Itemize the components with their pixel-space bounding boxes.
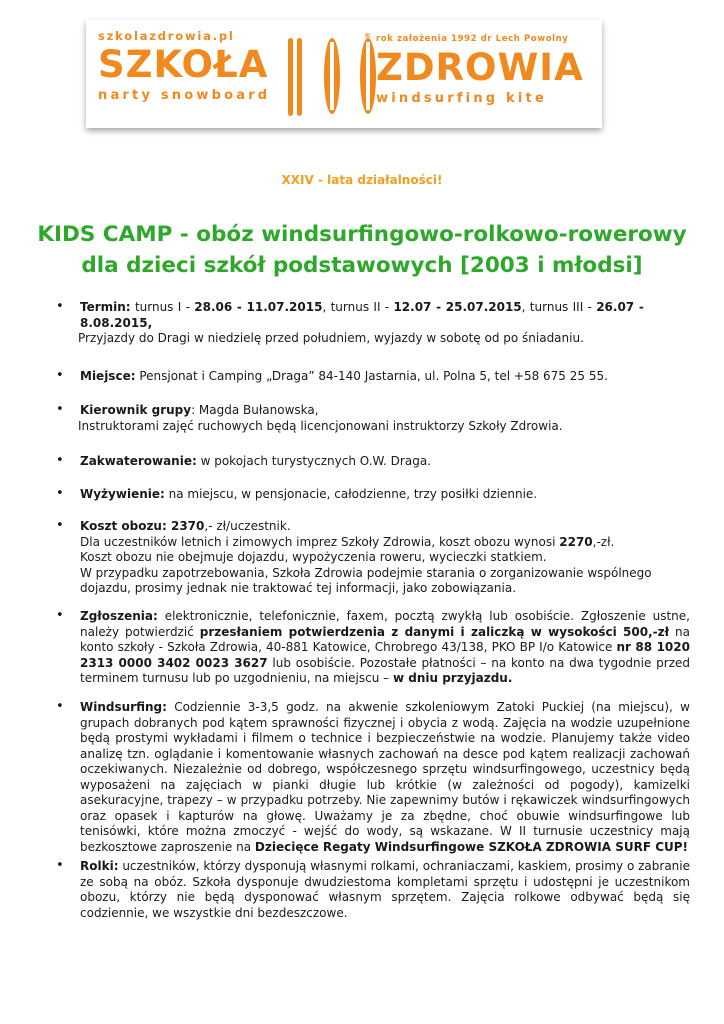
logo-site: szkolazdrowia.pl	[98, 29, 235, 43]
termin-d3: 26.07 -	[596, 300, 644, 314]
wyzywienie-item	[80, 487, 690, 503]
kierownik-label: Kierownik grupy	[80, 403, 192, 417]
logo-left	[98, 20, 298, 103]
termin-t3: , turnus III -	[521, 300, 597, 314]
zgloszenia-b3: w dniu przyjazdu.	[392, 671, 513, 685]
kierownik-line2: Instruktorami zajęć ruchowych będą licencjonowani instruktorzy Szkoły Zdrowia.	[78, 418, 563, 433]
bullet: •	[56, 608, 64, 623]
logo-right-sub: windsurfing kite	[376, 91, 547, 106]
zakwaterowanie-text: w pokojach turystycznych O.W. Draga.	[196, 454, 431, 468]
koszt-line3: Koszt obozu nie obejmuje dojazdu, wypożyczenia roweru, wycieczki statkiem.	[80, 550, 547, 564]
windsurfing-b1: Dziecięce Regaty Windsurfingowe SZKOŁA ZDROWIA SURF CUP!	[254, 839, 689, 854]
zgloszenia-p2: na konto szkoły - Szkoła Zdrowia, 40-881 Katowice, Chrobrego 43/138, PKO BP I/o Katowice	[80, 624, 690, 654]
logo-left-big: SZKOŁA	[98, 43, 269, 86]
wyzywienie-text: na miejscu, w pensjonacie, całodzienne, trzy posiłki dziennie.	[164, 487, 538, 501]
logo-founded: rok założenia 1992 dr Lech Powolny	[376, 34, 569, 44]
page-title: KIDS CAMP - obóz windsurfingowo-rolkowo-rowerowy dla dzieci szkół podstawowych [2003 i młodsi]	[37, 222, 687, 278]
rolki-label: Rolki:	[80, 859, 119, 873]
bullet: •	[56, 453, 64, 468]
zakwaterowanie-item	[80, 454, 690, 470]
zgloszenia-label: Zgłoszenia:	[80, 609, 158, 623]
koszt-item	[80, 519, 690, 597]
koszt-line2b: ,-zł.	[592, 534, 615, 549]
logo-right	[376, 20, 596, 106]
bullet: •	[56, 299, 64, 314]
zgloszenia-p3: lub osobiście. Pozostałe płatności – na konto na dwa tygodnie przed terminem turnusu lub po uzgodnieniu, na miejscu –	[80, 655, 691, 685]
koszt-price: 2370	[170, 519, 205, 533]
termin-comma: ,	[147, 315, 153, 330]
miejsce-item	[80, 369, 690, 385]
logo-right-big: ZDROWIA	[376, 46, 584, 89]
subtitle: XXIV - lata działalności!	[281, 173, 443, 187]
rolki-item	[80, 859, 690, 921]
zgloszenia-b1: przesłaniem potwierdzenia z danymi i zaliczką w wysokości 500,-zł	[199, 624, 670, 639]
windsurfing-label: Windsurfing:	[80, 700, 167, 714]
bullet: •	[56, 858, 64, 873]
zgloszenia-account: nr 88 1020 2313 0000 3402 0023 3627	[80, 640, 690, 670]
koszt-line2a: Dla uczestników letnich i zimowych imprez Szkoły Zdrowia, koszt obozu wynosi	[80, 534, 560, 549]
termin-item	[80, 300, 690, 347]
bullet: •	[56, 402, 64, 417]
bullet: •	[56, 486, 64, 501]
koszt-rest: ,- zł/uczestnik.	[204, 519, 291, 533]
termin-label: Termin:	[80, 300, 131, 314]
koszt-line4: W przypadku zapotrzebowania, Szkoła Zdrowia podejmie starania o zorganizowanie wspólnego dojazdu, prosimy jednak nie traktować tej informacji, jako zobowiązania.	[80, 565, 652, 595]
logo-registered: ®	[364, 32, 371, 40]
wyzywienie-label: Wyżywienie:	[80, 487, 165, 501]
termin-d3b: 8.08.2015	[80, 315, 148, 330]
zgloszenia-p1: elektronicznie, telefonicznie, faxem, pocztą zwykłą lub osobiście. Zgłoszenie ustne, należy potwierdzić	[80, 609, 690, 639]
rolki-p1: uczestników, którzy dysponują własnymi rolkami, ochraniaczami, kaskiem, prosimy o zabranie ze sobą na obóz. Szkoła dysponuje dwudziestoma kompletami sprzętu i udostępni je uczestnikom obozu, którzy nie będą dysponować własnym sprzętem. Zajęcia rolkowe odbywać będą się codziennie, we wszystkie dni bezdeszczowe.	[80, 859, 690, 920]
windsurfing-p1: Codziennie 3-3,5 godz. na akwenie szkoleniowym Zatoki Puckiej (na miejscu), w grupach dobranych pod kątem sprawności fizycznej i obycia z wodą. Zajęcia na wodzie uzupełnione będą prostymi wykładami i filmem o technice i bezpieczeństwie na wodzie. Planujemy także video analizę tzn. oglądanie i komentowanie własnych zachowań na desce pod kątem realizacji zachowań oczekiwanych. Niezależnie od dobrego, współczesnego sprzętu windsurfingowego, uczestnicy będą wyposażeni na zajęciach w pianki długie lub krótkie (w zależności od pogody), kamizelki asekuracyjne, trapezy – w przypadku potrzeby. Nie zapewnimy butów i rękawiczek windsurfingowych oraz opasek i kapturów na głowę. Uważamy je za zbędne, choć obuwie windsurfingowe lub tenisówki, które można zmoczyć - wejść do wody, są wskazane. W II turnusie uczestnicy mają bezkosztowe zaproszenie na	[80, 700, 690, 854]
zakwaterowanie-label: Zakwaterowanie:	[80, 454, 197, 468]
koszt-price2: 2270	[559, 534, 593, 549]
koszt-label: Koszt obozu:	[80, 519, 171, 533]
miejsce-text: Pensjonat i Camping „Draga” 84-140 Jastarnia, ul. Polna 5, tel +58 675 25 55.	[135, 369, 608, 383]
miejsce-label: Miejsce:	[80, 369, 136, 383]
bullet: •	[56, 699, 64, 714]
termin-t1: turnus I -	[134, 300, 195, 314]
kierownik-text: : Magda Bułanowska,	[191, 403, 319, 417]
logo	[86, 20, 602, 128]
kierownik-item	[80, 403, 690, 434]
zgloszenia-item	[80, 609, 690, 687]
bullet: •	[56, 518, 64, 533]
termin-t2: , turnus II -	[322, 300, 394, 314]
logo-left-sub: narty snowboard	[98, 88, 271, 103]
bullet: •	[56, 368, 64, 383]
termin-line2: Przyjazdy do Dragi w niedzielę przed południem, wyjazdy w sobotę od po śniadaniu.	[78, 331, 584, 345]
termin-d2: 12.07 - 25.07.2015	[393, 300, 522, 314]
termin-d1: 28.06 - 11.07.2015	[194, 300, 323, 314]
windsurfing-item	[80, 700, 690, 855]
